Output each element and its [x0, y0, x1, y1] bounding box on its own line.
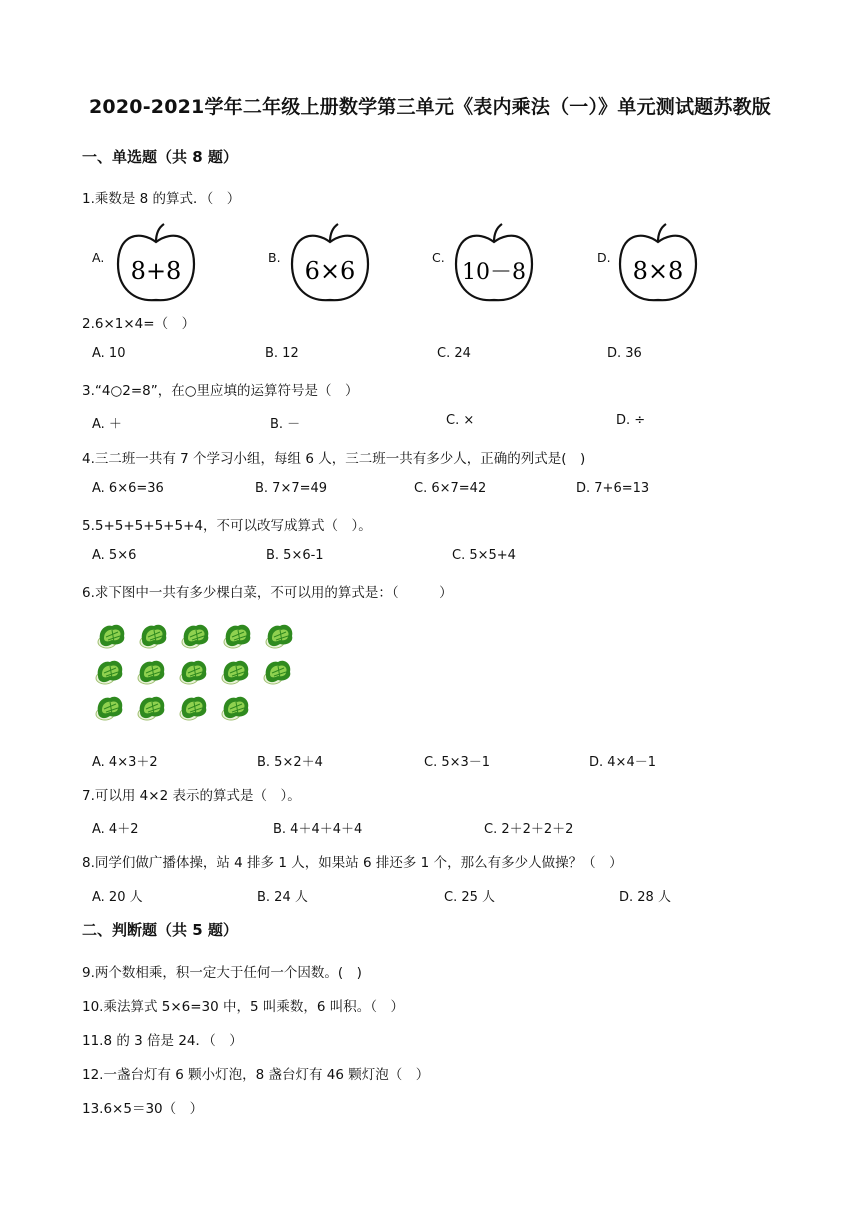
q6-option-a: A. 4×3＋2 — [92, 755, 158, 770]
q6-option-b: B. 5×2＋4 — [257, 755, 323, 770]
cabbage-icon — [260, 656, 294, 690]
q7-option-b: B. 4＋4＋4＋4 — [273, 822, 363, 837]
cabbage-icon — [136, 620, 170, 654]
q3-option-a: A. ＋ — [92, 417, 122, 432]
q4-option-b: B. 7×7=49 — [255, 481, 328, 496]
question-4: 4.三二班一共有 7 个学习小组，每组 6 人，三二班一共有多少人，正确的列式是( ) — [82, 451, 586, 467]
cabbage-icon — [92, 656, 126, 690]
q1-option-d-label: D. — [597, 250, 611, 265]
cabbage-icon — [220, 620, 254, 654]
q8-option-c: C. 25 人 — [444, 890, 496, 905]
q1-option-d-expr: 8×8 — [632, 257, 684, 285]
q4-option-d: D. 7+6=13 — [576, 481, 650, 496]
cabbage-icon — [218, 656, 252, 690]
cabbage-icon — [178, 620, 212, 654]
q2-option-a: A. 10 — [92, 346, 126, 361]
question-3: 3.“4○2=8”，在○里应填的运算符号是（ ） — [82, 383, 359, 399]
cabbage-picture — [92, 620, 302, 728]
cabbage-icon — [218, 692, 252, 726]
q7-option-c: C. 2＋2＋2＋2 — [484, 822, 574, 837]
q5-option-a: A. 5×6 — [92, 548, 137, 563]
q2-option-d: D. 36 — [607, 346, 642, 361]
question-13: 13.6×5＝30（ ） — [82, 1101, 204, 1117]
section-single-choice: 一、单选题（共 8 题） — [82, 148, 238, 166]
q4-option-c: C. 6×7=42 — [414, 481, 487, 496]
q8-option-b: B. 24 人 — [257, 890, 308, 905]
cabbage-icon — [92, 692, 126, 726]
q8-option-d: D. 28 人 — [619, 890, 671, 905]
document-title: 2020-2021学年二年级上册数学第三单元《表内乘法（一）》单元测试题苏教版 — [89, 96, 771, 118]
q1-option-b-expr: 6×6 — [304, 257, 356, 285]
apple-option-a — [110, 222, 202, 306]
cabbage-icon — [134, 656, 168, 690]
apple-option-b — [284, 222, 376, 306]
q1-option-b-label: B. — [268, 250, 281, 265]
question-12: 12.一盏台灯有 6 颗小灯泡，8 盏台灯有 46 颗灯泡（ ） — [82, 1067, 430, 1083]
q3-option-d: D. ÷ — [616, 413, 646, 428]
q4-option-a: A. 6×6=36 — [92, 481, 164, 496]
section-true-false: 二、判断题（共 5 题） — [82, 921, 238, 939]
q7-option-a: A. 4＋2 — [92, 822, 139, 837]
question-10: 10.乘法算式 5×6=30 中，5 叫乘数，6 叫积。（ ） — [82, 999, 405, 1015]
cabbage-icon — [176, 656, 210, 690]
question-6: 6.求下图中一共有多少棵白菜，不可以用的算式是：（ ） — [82, 585, 453, 601]
q1-option-a-label: A. — [92, 250, 105, 265]
q5-option-c: C. 5×5+4 — [452, 548, 516, 563]
question-2: 2.6×1×4=（ ） — [82, 316, 196, 332]
cabbage-icon — [176, 692, 210, 726]
q5-option-b: B. 5×6-1 — [266, 548, 324, 563]
question-1: 1.乘数是 8 的算式．（ ） — [82, 191, 241, 207]
question-9: 9.两个数相乘，积一定大于任何一个因数。( ) — [82, 965, 362, 981]
q6-option-d: D. 4×4－1 — [589, 755, 656, 770]
question-5: 5.5+5+5+5+5+4，不可以改写成算式（ ）。 — [82, 518, 372, 534]
question-11: 11.8 的 3 倍是 24．（ ） — [82, 1033, 243, 1049]
cabbage-icon — [262, 620, 296, 654]
cabbage-icon — [134, 692, 168, 726]
q8-option-a: A. 20 人 — [92, 890, 143, 905]
apple-option-c — [448, 222, 540, 306]
q1-option-c-label: C. — [432, 250, 445, 265]
q1-option-c-expr: 10－8 — [462, 260, 526, 285]
apple-option-d — [612, 222, 704, 306]
q3-option-c: C. × — [446, 413, 475, 428]
cabbage-icon — [94, 620, 128, 654]
question-8: 8.同学们做广播体操，站 4 排多 1 人，如果站 6 排还多 1 个，那么有多少人做操？（ ） — [82, 855, 623, 871]
q3-option-b: B. － — [270, 417, 301, 432]
q1-option-a-expr: 8+8 — [130, 257, 182, 285]
q2-option-b: B. 12 — [265, 346, 299, 361]
q2-option-c: C. 24 — [437, 346, 471, 361]
q6-option-c: C. 5×3－1 — [424, 755, 491, 770]
question-7: 7.可以用 4×2 表示的算式是（ ）。 — [82, 788, 301, 804]
